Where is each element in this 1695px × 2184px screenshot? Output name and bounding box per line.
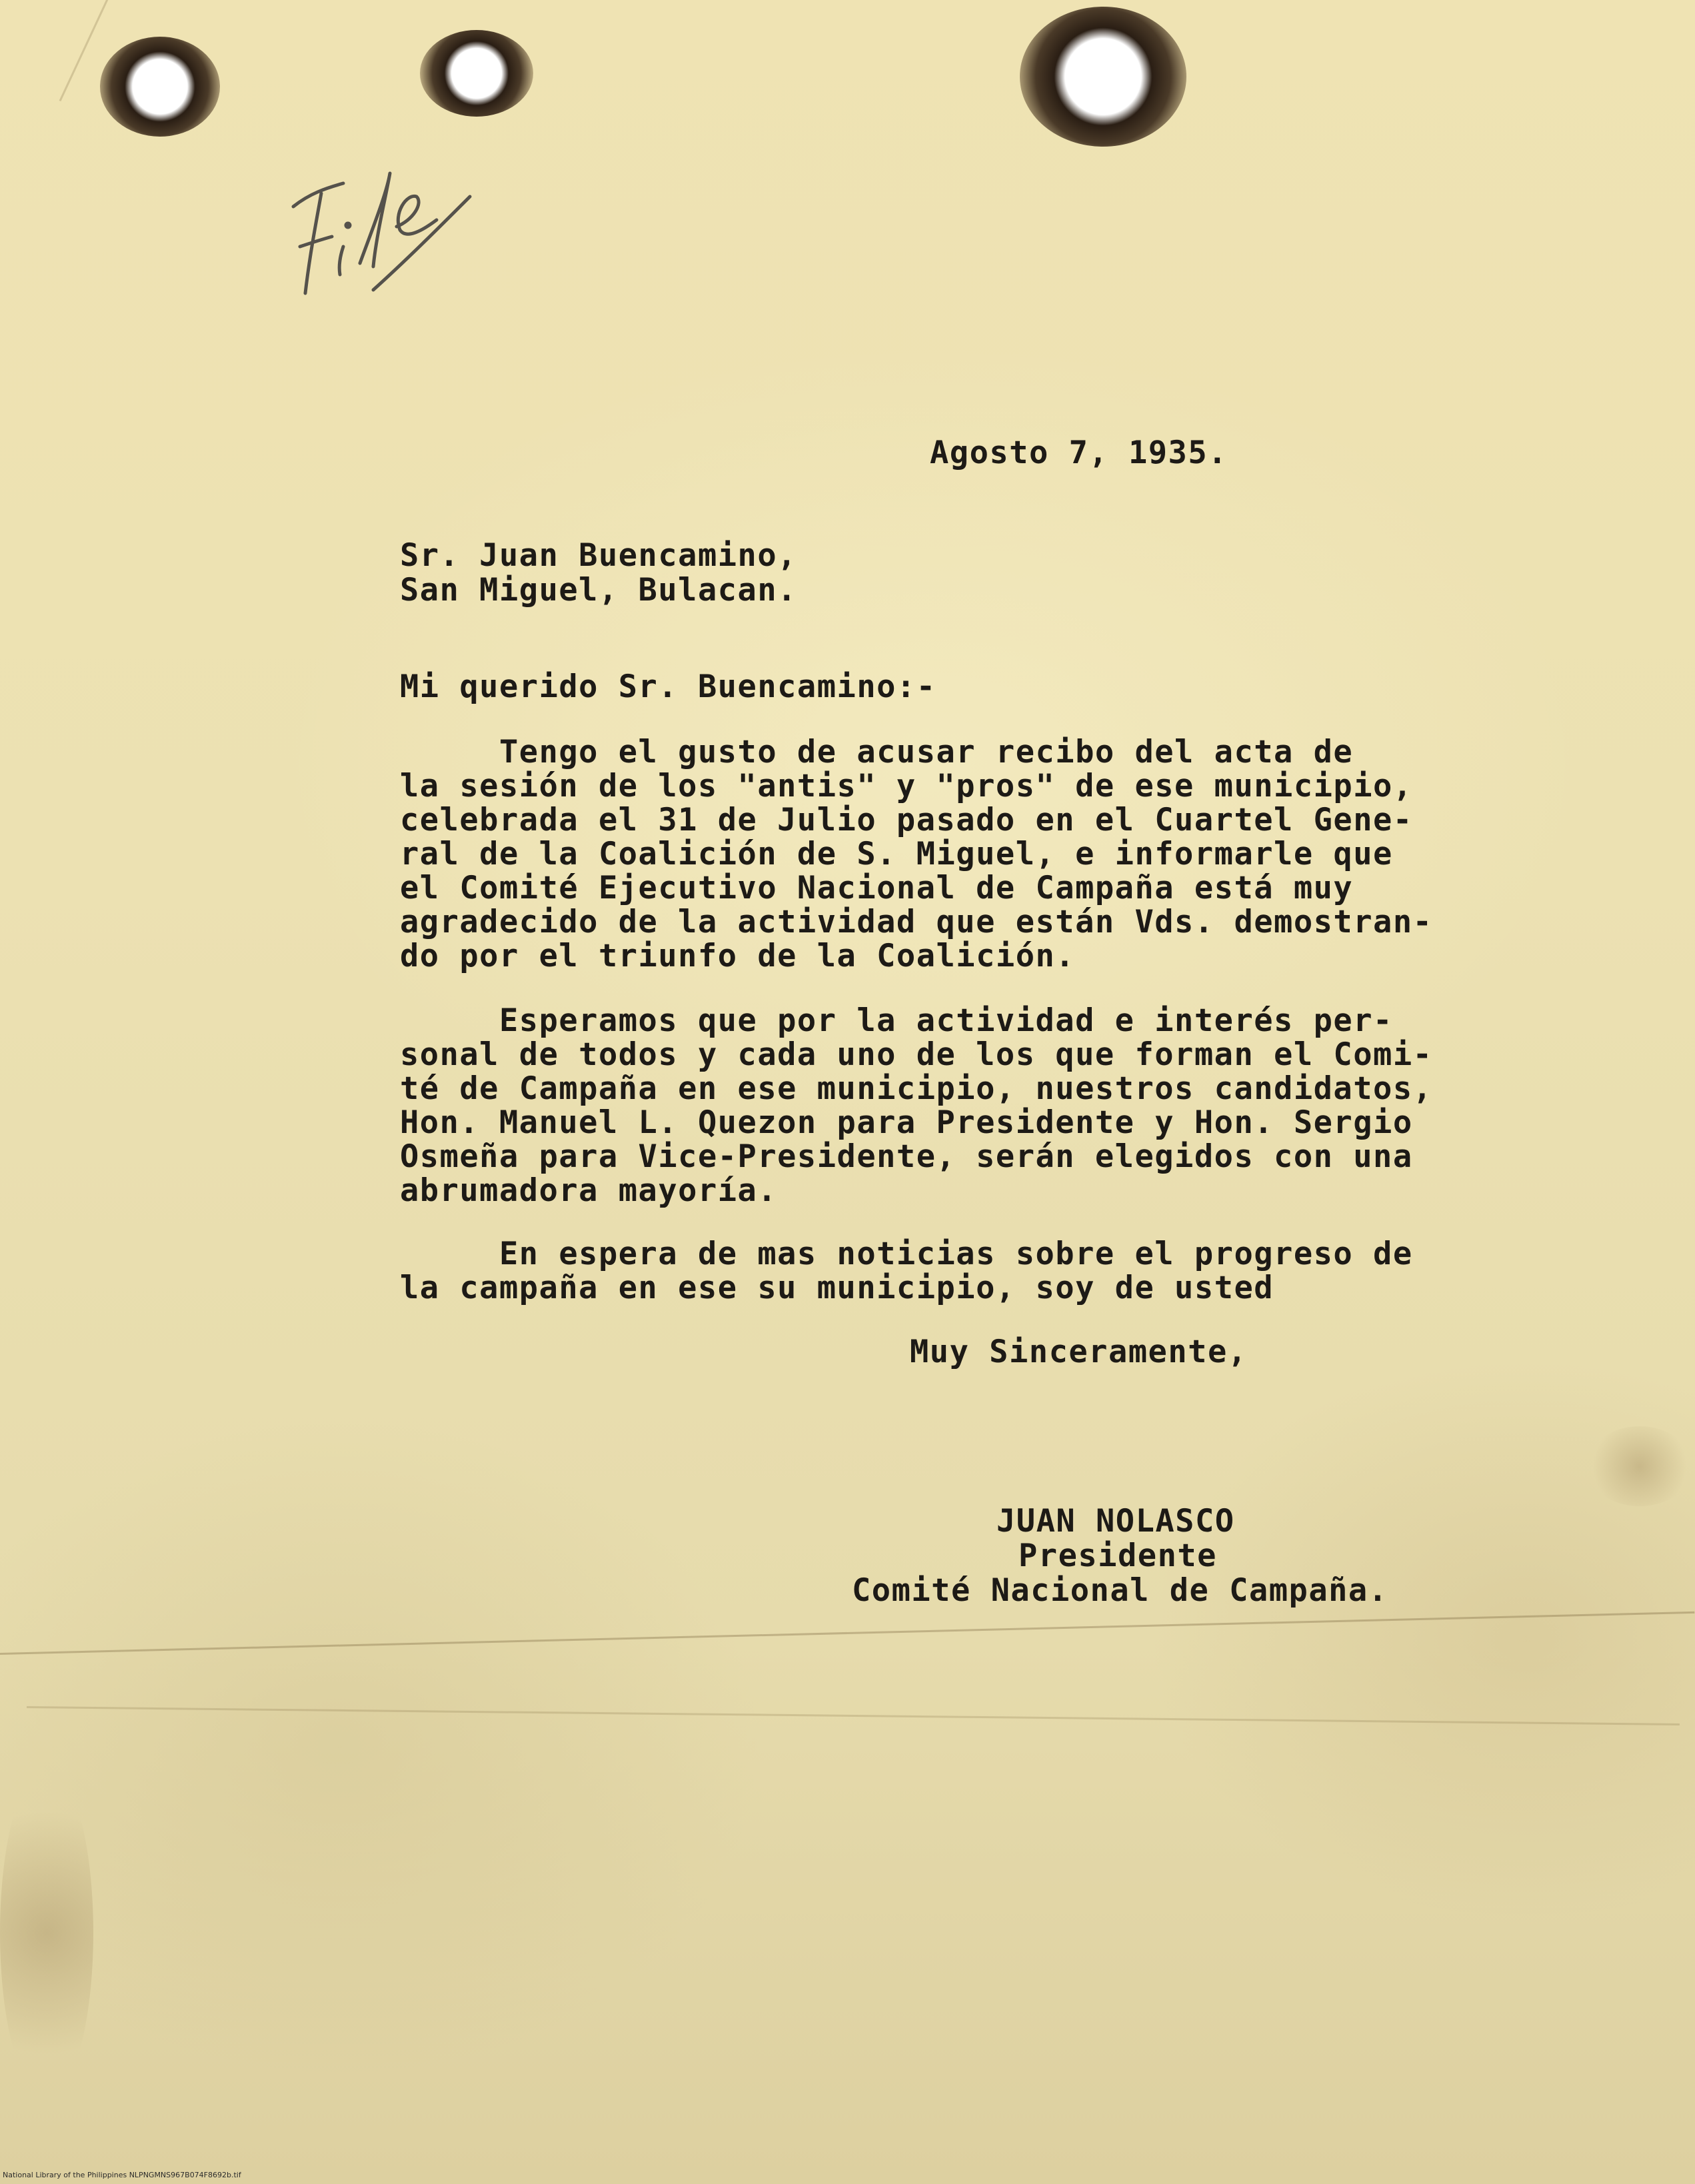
body-line: abrumadora mayoría. bbox=[400, 1172, 778, 1209]
burn-hole bbox=[100, 37, 220, 137]
body-line: agradecido de la actividad que están Vds. demostran- bbox=[400, 904, 1433, 940]
burn-hole bbox=[420, 30, 533, 117]
body-line: Tengo el gusto de acusar recibo del acta de bbox=[400, 734, 1354, 770]
recipient-address: San Miguel, Bulacan. bbox=[400, 572, 797, 608]
body-line: ral de la Coalición de S. Miguel, e informarle que bbox=[400, 836, 1393, 872]
paper-crease bbox=[0, 1612, 1694, 1655]
scan-footer-text: National Library of the Philippines NLPNGMNS967B074F8692b.tif bbox=[3, 2171, 241, 2179]
body-line: la sesión de los "antis" y "pros" de ese municipio, bbox=[400, 768, 1413, 804]
body-line: té de Campaña en ese municipio, nuestros candidatos, bbox=[400, 1070, 1433, 1107]
body-line: do por el triunfo de la Coalición. bbox=[400, 938, 1076, 974]
handwritten-file-annotation bbox=[280, 147, 480, 320]
body-line: Esperamos que por la actividad e interés per- bbox=[400, 1002, 1393, 1039]
scan-footer bbox=[0, 2167, 1695, 2184]
body-line: En espera de mas noticias sobre el progreso de bbox=[400, 1236, 1413, 1272]
paper-stain bbox=[0, 1766, 93, 2099]
body-line: sonal de todos y cada uno de los que forman el Comi- bbox=[400, 1036, 1433, 1073]
signatory-organization: Comité Nacional de Campaña. bbox=[852, 1572, 1388, 1609]
body-line: el Comité Ejecutivo Nacional de Campaña está muy bbox=[400, 870, 1354, 906]
body-line: Osmeña para Vice-Presidente, serán elegidos con una bbox=[400, 1138, 1413, 1175]
burn-hole bbox=[1020, 7, 1186, 147]
signatory-name: JUAN NOLASCO bbox=[996, 1503, 1235, 1540]
body-line: Hon. Manuel L. Quezon para Presidente y Hon. Sergio bbox=[400, 1104, 1413, 1141]
recipient-name: Sr. Juan Buencamino, bbox=[400, 537, 797, 574]
paper-stain bbox=[1586, 1426, 1693, 1506]
closing: Muy Sinceramente, bbox=[910, 1334, 1248, 1370]
salutation: Mi querido Sr. Buencamino:- bbox=[400, 668, 936, 705]
letter-date: Agosto 7, 1935. bbox=[930, 435, 1228, 471]
signatory-title: Presidente bbox=[1018, 1538, 1217, 1574]
body-line: celebrada el 31 de Julio pasado en el Cuartel Gene- bbox=[400, 802, 1413, 838]
paper-crease bbox=[27, 1706, 1680, 1725]
body-line: la campaña en ese su municipio, soy de usted bbox=[400, 1270, 1274, 1306]
